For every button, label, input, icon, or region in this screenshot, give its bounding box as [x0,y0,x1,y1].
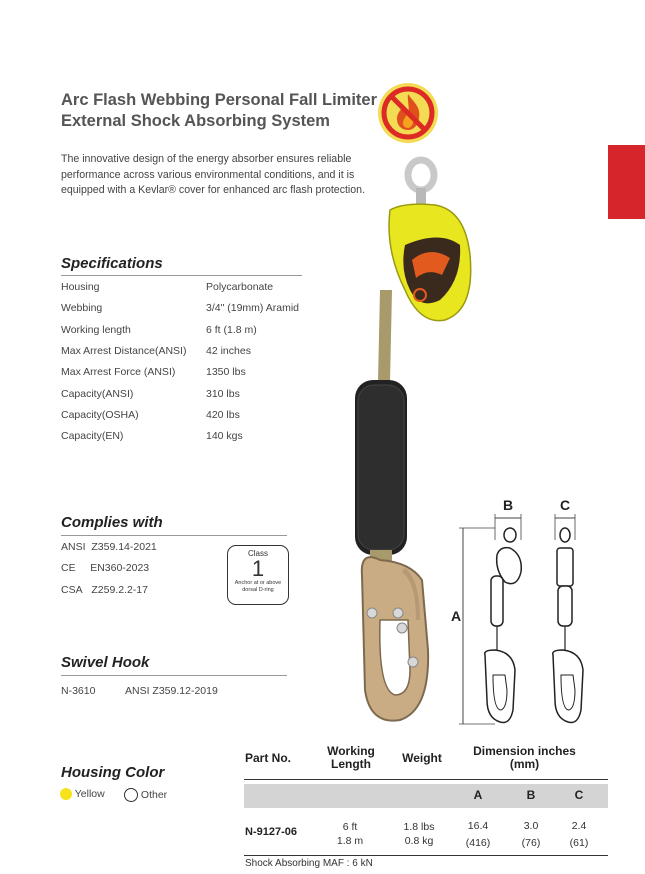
section-tab [608,145,645,219]
color-option-other [124,788,167,802]
spec-key: Working length [61,324,131,336]
complies-standard: Z359.14-2021 [91,541,157,553]
table-header-dimension: Dimension inches (mm) [473,744,576,771]
spec-row [61,366,311,388]
row-part-no: N-9127-06 [245,826,297,838]
row-weight [392,820,446,848]
table-header-part-no: Part No. [245,751,292,765]
complies-standard: EN360-2023 [90,562,150,574]
spec-value: 1350 lbs [206,366,246,378]
spec-row [61,430,311,452]
row-dim-a-mm: (416) [465,837,491,849]
row-dim-b-mm: (76) [521,837,541,849]
yellow-swatch-icon [60,788,72,800]
complies-divider [61,535,287,536]
dimension-label-a: A [451,608,462,624]
specifications-heading: Specifications [61,255,163,272]
spec-key: Housing [61,281,100,293]
row-working-length-m: 1.8 m [336,835,364,847]
table-subheader-band [244,784,608,808]
class-note: Anchor at or above dorsal D-ring [234,580,282,593]
row-dim-b [511,818,551,852]
complies-row [61,584,148,596]
intro-text: The innovative design of the energy absorber ensures reliable performance across various environmental conditions, and it is equipped with a Kevlar® cover for enhanced arc flash protection. [61,153,366,196]
class-badge [227,545,289,605]
complies-heading: Complies with [61,514,163,531]
housing-color-heading: Housing Color [61,764,165,781]
row-weight-lbs: 1.8 lbs [403,821,435,833]
complies-row [61,562,149,574]
spec-value: 6 ft (1.8 m) [206,324,257,336]
spec-value: 140 kgs [206,430,243,442]
table-top-rule [244,779,608,780]
complies-org: CSA [61,584,83,596]
no-fire-icon [377,82,439,144]
complies-standard: Z259.2.2-17 [91,584,148,596]
row-working-length-ft: 6 ft [342,821,358,833]
complies-org: ANSI [61,541,86,553]
table-footnote: Shock Absorbing MAF : 6 kN [245,858,373,869]
table-col-c: C [574,788,584,802]
spec-key: Max Arrest Distance(ANSI) [61,345,187,357]
color-option-label: Yellow [74,788,105,800]
spec-row [61,388,311,410]
spec-row [61,281,311,303]
color-option-label: Other [140,788,168,801]
spec-value: 310 lbs [206,388,240,400]
swivel-hook-divider [61,675,287,676]
swivel-hook-standard: ANSI Z359.12-2019 [125,685,218,697]
spec-row [61,345,311,367]
row-weight-kg: 0.8 kg [404,835,434,847]
spec-value: 420 lbs [206,409,240,421]
spec-key: Capacity(EN) [61,430,124,442]
swivel-hook-part: N-3610 [61,685,96,697]
spec-value: Polycarbonate [206,281,274,293]
page-title [61,90,377,132]
table-col-b: B [526,788,536,802]
spec-row [61,302,311,324]
empty-circle-icon [124,788,138,802]
spec-row [61,324,311,346]
row-dim-c-mm: (61) [569,837,589,849]
spec-value: 42 inches [206,345,251,357]
row-dim-c [559,818,599,852]
row-dim-a [458,818,498,852]
spec-key: Capacity(OSHA) [61,409,139,421]
class-number: 1 [251,556,265,581]
title-line-1: Arc Flash Webbing Personal Fall Limiter [61,91,378,109]
row-dim-b-in: 3.0 [523,820,539,832]
table-col-a: A [473,788,483,802]
dimension-diagram [455,510,595,730]
spec-key: Webbing [61,302,103,314]
class-label: Class [247,549,268,558]
spec-value: 3/4" (19mm) Aramid [206,302,300,314]
row-dim-c-in: 2.4 [571,820,587,832]
complies-row [61,541,157,553]
dimension-label-b: B [503,497,514,513]
spec-key: Max Arrest Force (ANSI) [61,366,176,378]
row-working-length [320,820,380,848]
table-header-working-length: Working Length [327,744,375,771]
spec-row [61,409,311,431]
specifications-divider [61,275,302,276]
title-line-2: External Shock Absorbing System [61,112,330,130]
dimension-label-c: C [560,497,571,513]
color-option-yellow [60,788,105,800]
swivel-hook-heading: Swivel Hook [61,654,150,671]
table-header-weight: Weight [402,751,442,765]
spec-key: Capacity(ANSI) [61,388,134,400]
row-dim-a-in: 16.4 [467,820,489,832]
complies-org: CE [61,562,76,574]
table-bottom-rule [244,855,608,856]
